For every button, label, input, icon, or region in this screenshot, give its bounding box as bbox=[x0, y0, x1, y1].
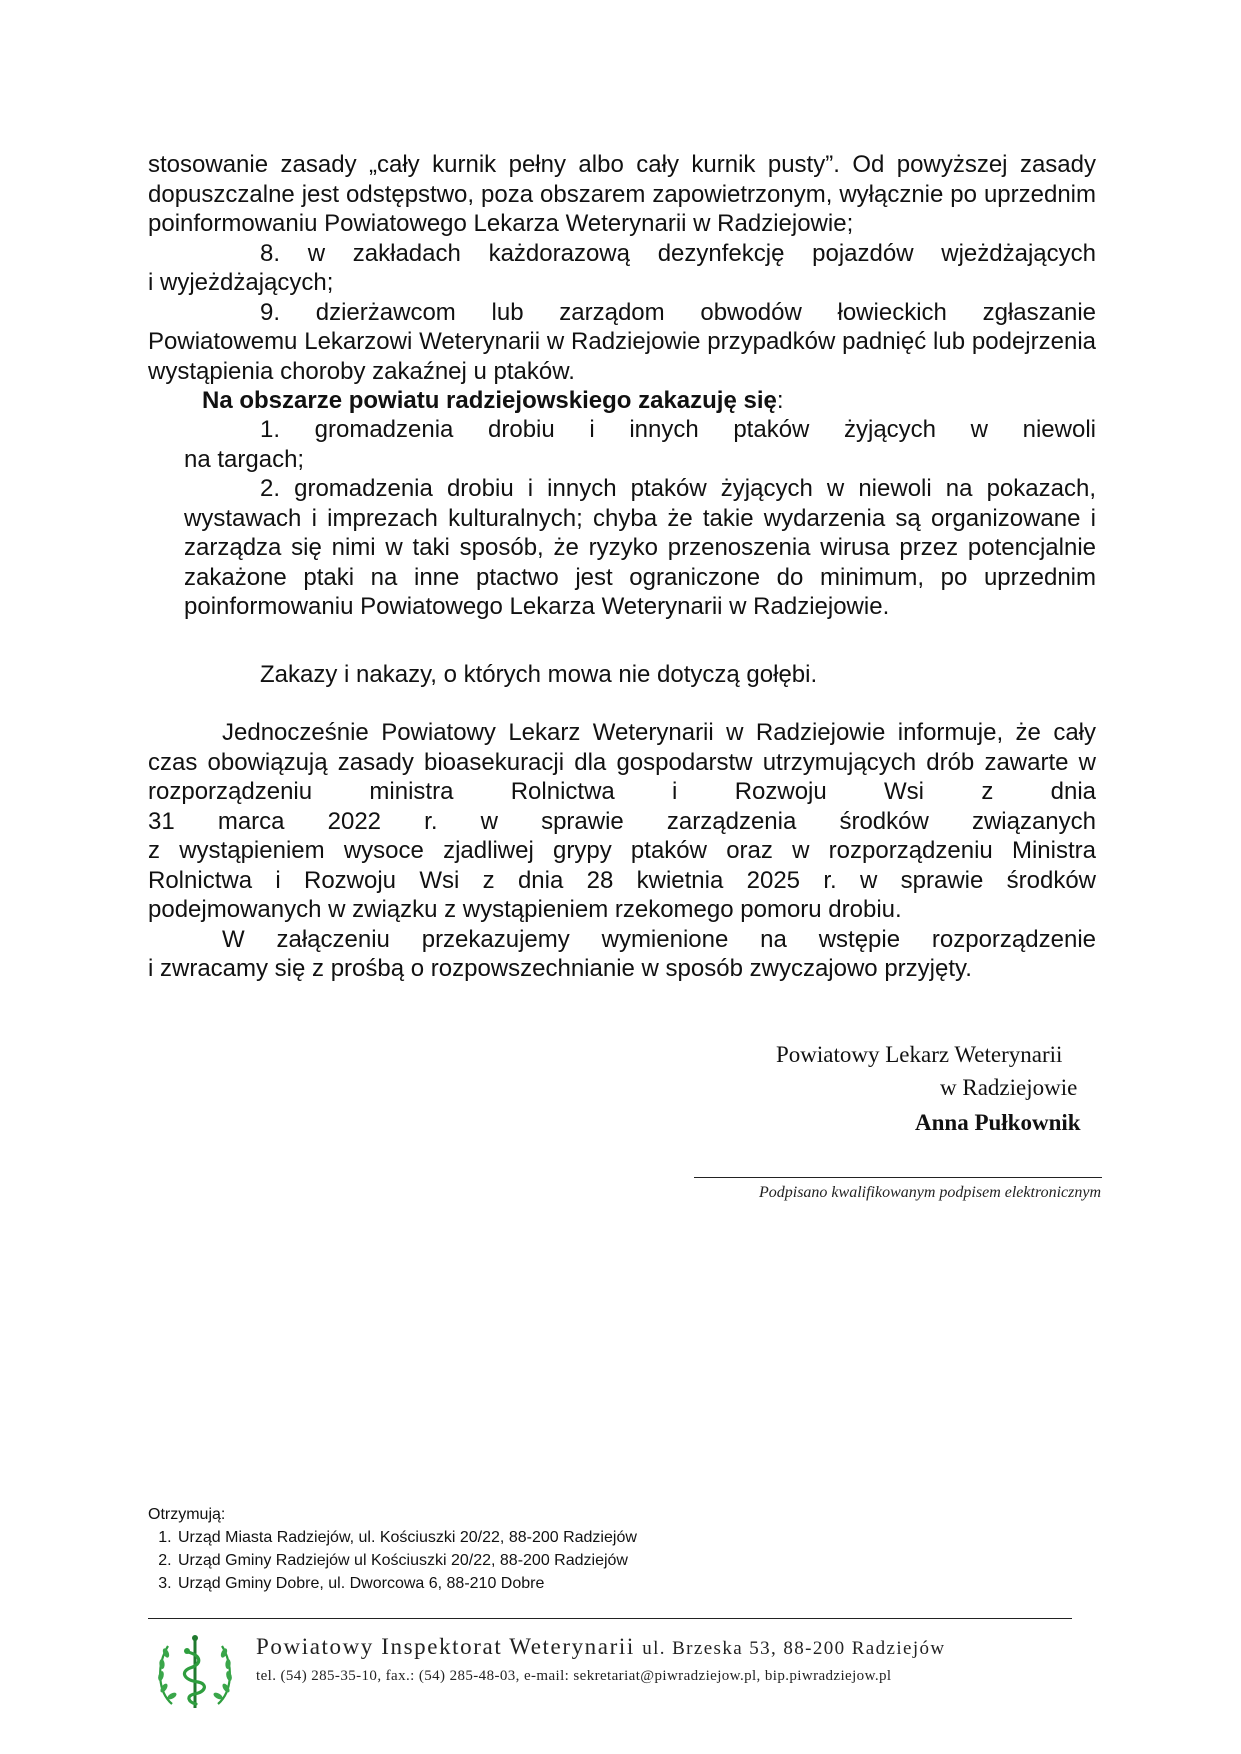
item-8-line-2: i wyjeżdżających; bbox=[148, 269, 334, 296]
prohibition-heading: Na obszarze powiatu radziejowskiego zakazuję się bbox=[202, 387, 777, 414]
footer-divider bbox=[148, 1618, 1072, 1619]
attachment-line-1: W załączeniu przekazujemy wymienione na wstępie rozporządzenie bbox=[222, 925, 1096, 953]
pigeons-exemption: Zakazy i nakazy, o których mowa nie dotyczą gołębi. bbox=[260, 661, 818, 688]
signature-name: Anna Pułkownik bbox=[915, 1110, 1081, 1135]
footer-address: ul. Brzeska 53, 88-200 Radziejów bbox=[642, 1638, 946, 1659]
signature-title-line-2: w Radziejowie bbox=[940, 1075, 1078, 1100]
ban-1-line-2: na targach; bbox=[184, 445, 305, 473]
recipient-item: 2. Urząd Gminy Radziejów ul Kościuszki 20/22, 88-200 Radziejów bbox=[176, 1549, 637, 1572]
ban-1-line-1: 1. gromadzenia drobiu i innych ptaków żyjących w niewoli bbox=[260, 416, 1096, 443]
info-line-7: podejmowanych w związku z wystąpieniem rzekomego pomoru drobiu. bbox=[148, 896, 902, 923]
info-line-6: Rolnictwa i Rozwoju Wsi z dnia 28 kwietnia 2025 r. w sprawie środków bbox=[148, 866, 1096, 894]
item-8-line-1: 8. w zakładach każdorazową dezynfekcję pojazdów wjeżdżających bbox=[260, 239, 1096, 267]
paragraph-continuation: stosowanie zasady „cały kurnik pełny albo cały kurnik pusty”. Od powyższej zasady dopuszczalne jest odstępstwo, poza obszarem zapowietrzonym, wyłącznie po uprzednim poinformowaniu Powiatowego Lekarza Weterynarii w Radziejowie; bbox=[148, 151, 1096, 237]
body-section-bans bbox=[184, 415, 1096, 622]
info-line-4: 31 marca 2022 r. w sprawie zarządzenia środków związanych bbox=[148, 807, 1096, 835]
footer-office-line bbox=[256, 1634, 946, 1660]
signature-title-line-1: Powiatowy Lekarz Weterynarii bbox=[776, 1042, 1063, 1067]
footer-contact: tel. (54) 285-35-10, fax.: (54) 285-48-03, e-mail: sekretariat@piwradziejow.pl, bip.piwradziejow.pl bbox=[256, 1668, 892, 1684]
recipients-block bbox=[148, 1503, 637, 1595]
info-line-3: rozporządzeniu ministra Rolnictwa i Rozwoju Wsi z dnia bbox=[148, 778, 1096, 805]
attachment-line-2: i zwracamy się z prośbą o rozpowszechnianie w sposób zwyczajowo przyjęty. bbox=[148, 955, 972, 982]
info-line-2: czas obowiązują zasady bioasekuracji dla gospodarstw utrzymujących drób zawarte w bbox=[148, 748, 1096, 776]
info-line-1: Jednocześnie Powiatowy Lekarz Weterynarii w Radziejowie informuje, że cały bbox=[222, 719, 1096, 746]
footer-office-name: Powiatowy Inspektorat Weterynarii bbox=[256, 1634, 635, 1659]
ban-2-rest: wystawach i imprezach kulturalnych; chyba że takie wydarzenia są organizowane i zarządza się nimi w taki sposób, że ryzyko przenoszenia wirusa przez potencjalnie zakażone ptaki na inne ptactwo jest ograniczone do minimum, po uprzednim poinformowaniu Powiatowego Lekarza Weterynarii w Radziejowie. bbox=[184, 504, 1096, 620]
signature-line bbox=[694, 1177, 1102, 1178]
caduceus-laurel-logo-icon bbox=[150, 1626, 240, 1716]
body-section-exemption bbox=[148, 660, 1096, 690]
recipients-heading: Otrzymują: bbox=[148, 1506, 226, 1523]
info-line-5: z wystąpieniem wysoce zjadliwej grypy ptaków oraz w rozporządzeniu Ministra bbox=[148, 837, 1096, 864]
recipient-item: 3. Urząd Gminy Dobre, ul. Dworcowa 6, 88-210 Dobre bbox=[176, 1572, 637, 1595]
recipients-list bbox=[148, 1526, 637, 1595]
recipient-item: 1. Urząd Miasta Radziejów, ul. Kościuszki 20/22, 88-200 Radziejów bbox=[176, 1526, 637, 1549]
body-section-top bbox=[148, 150, 1096, 416]
item-9-line-1: 9. dzierżawcom lub zarządom obwodów łowieckich zgłaszanie bbox=[260, 298, 1096, 326]
prohibition-colon: : bbox=[776, 387, 784, 414]
signature-note: Podpisano kwalifikowanym podpisem elektronicznym bbox=[758, 1184, 1101, 1201]
item-9-rest: Powiatowemu Lekarzowi Weterynarii w Radziejowie przypadków padnięć lub podejrzenia wystąpienia choroby zakaźnej u ptaków. bbox=[148, 328, 1096, 385]
prohibition-heading-row bbox=[148, 386, 1096, 416]
body-section-info bbox=[148, 718, 1096, 984]
ban-2-line-1: 2. gromadzenia drobiu i innych ptaków żyjących w niewoli na pokazach, bbox=[260, 475, 1096, 502]
